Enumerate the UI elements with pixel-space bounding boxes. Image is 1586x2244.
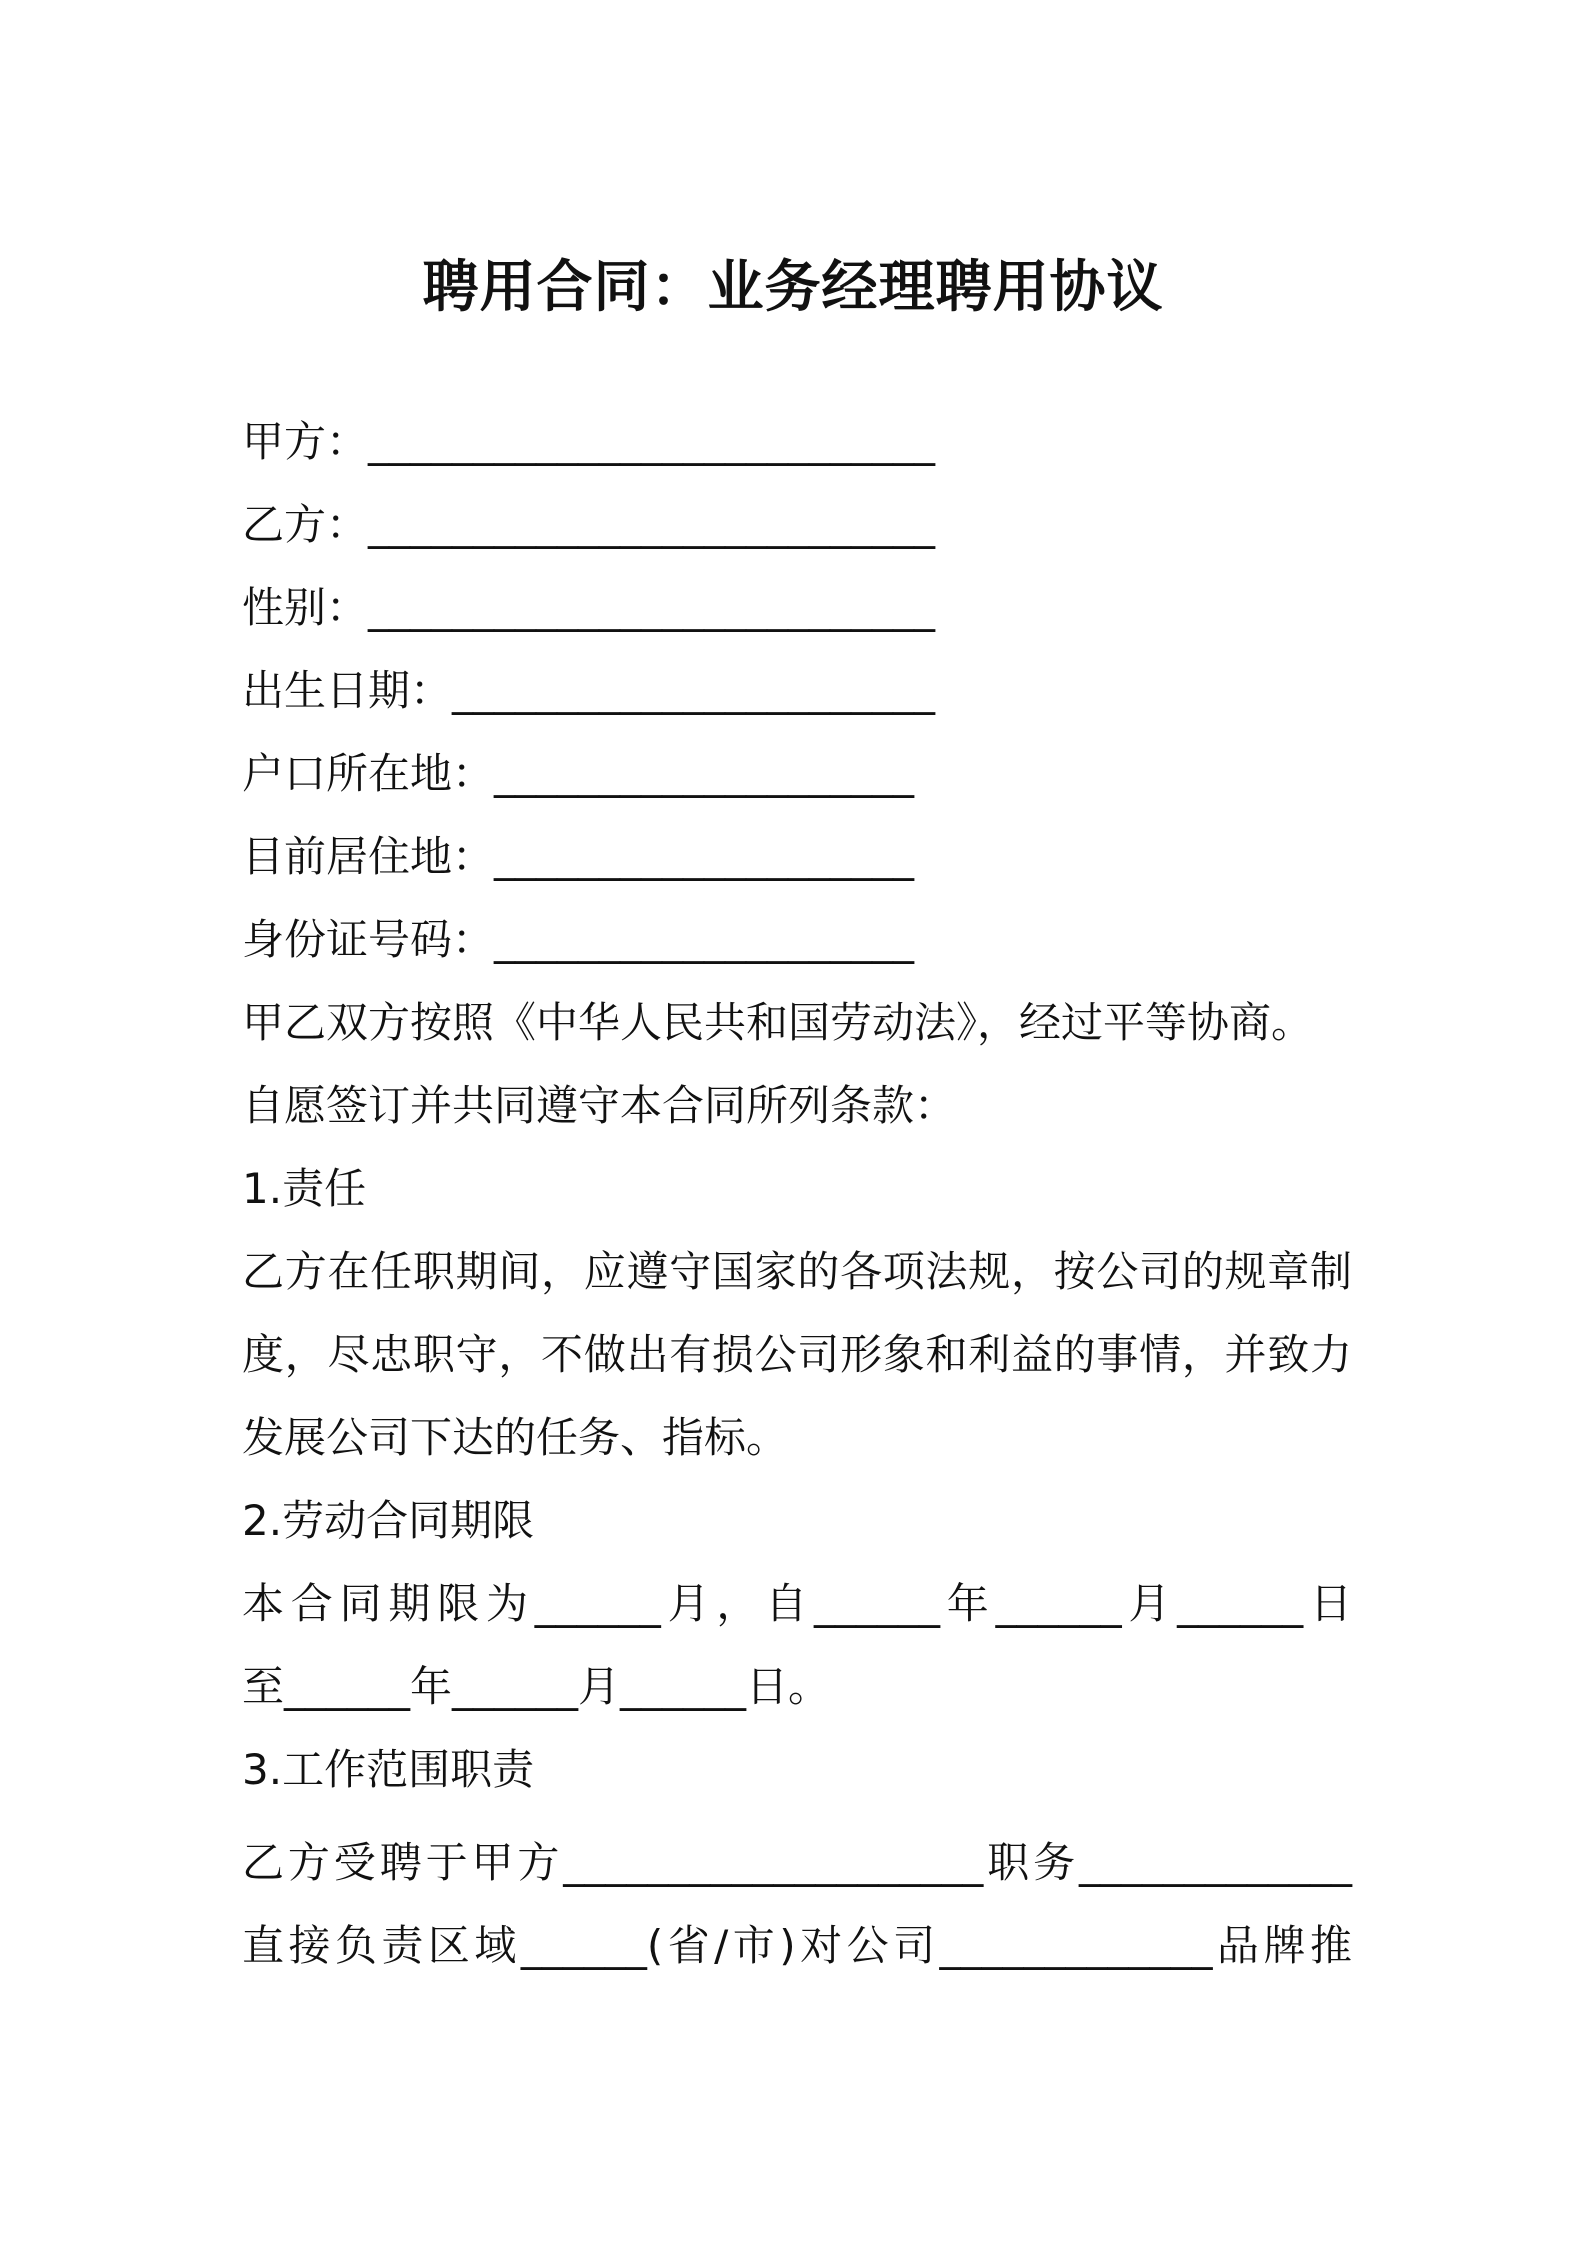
contract-term-line-2: 至______年______月______日。 — [242, 1662, 831, 1711]
section-1-paragraph-line-2: 度，尽忠职守，不做出有损公司形象和利益的事情，并致力 — [242, 1330, 1352, 1379]
section-2-heading: 2.劳动合同期限 — [242, 1496, 535, 1545]
contract-term-line-1: 本合同期限为______月，自______年______月______日 — [242, 1579, 1352, 1628]
section-1-paragraph-line-1: 乙方在任职期间，应遵守国家的各项法规，按公司的规章制 — [242, 1247, 1352, 1296]
birth-date-field: 出生日期：_______________________ — [242, 666, 936, 715]
section-1-paragraph-line-3: 发展公司下达的任务、指标。 — [242, 1413, 789, 1462]
section-3-line-1: 乙方受聘于甲方____________________职务_____________ — [242, 1838, 1352, 1887]
preamble-line-2: 自愿签订并共同遵守本合同所列条款： — [242, 1081, 957, 1130]
section-3-heading: 3.工作范围职责 — [242, 1745, 535, 1794]
section-3-line-2: 直接负责区域______(省/市)对公司_____________品牌推 — [242, 1921, 1352, 1970]
party-a-field: 甲方：___________________________ — [242, 417, 936, 466]
id-number-field: 身份证号码：____________________ — [242, 915, 915, 964]
current-residence-field: 目前居住地：____________________ — [242, 832, 915, 881]
preamble-line-1: 甲乙双方按照《中华人民共和国劳动法》，经过平等协商。 — [242, 998, 1314, 1047]
household-registration-field: 户口所在地：____________________ — [242, 749, 915, 798]
party-b-field: 乙方：___________________________ — [242, 500, 936, 549]
gender-field: 性别：___________________________ — [242, 583, 936, 632]
document-title: 聘用合同：业务经理聘用协议 — [422, 255, 1164, 320]
section-1-heading: 1.责任 — [242, 1164, 367, 1213]
